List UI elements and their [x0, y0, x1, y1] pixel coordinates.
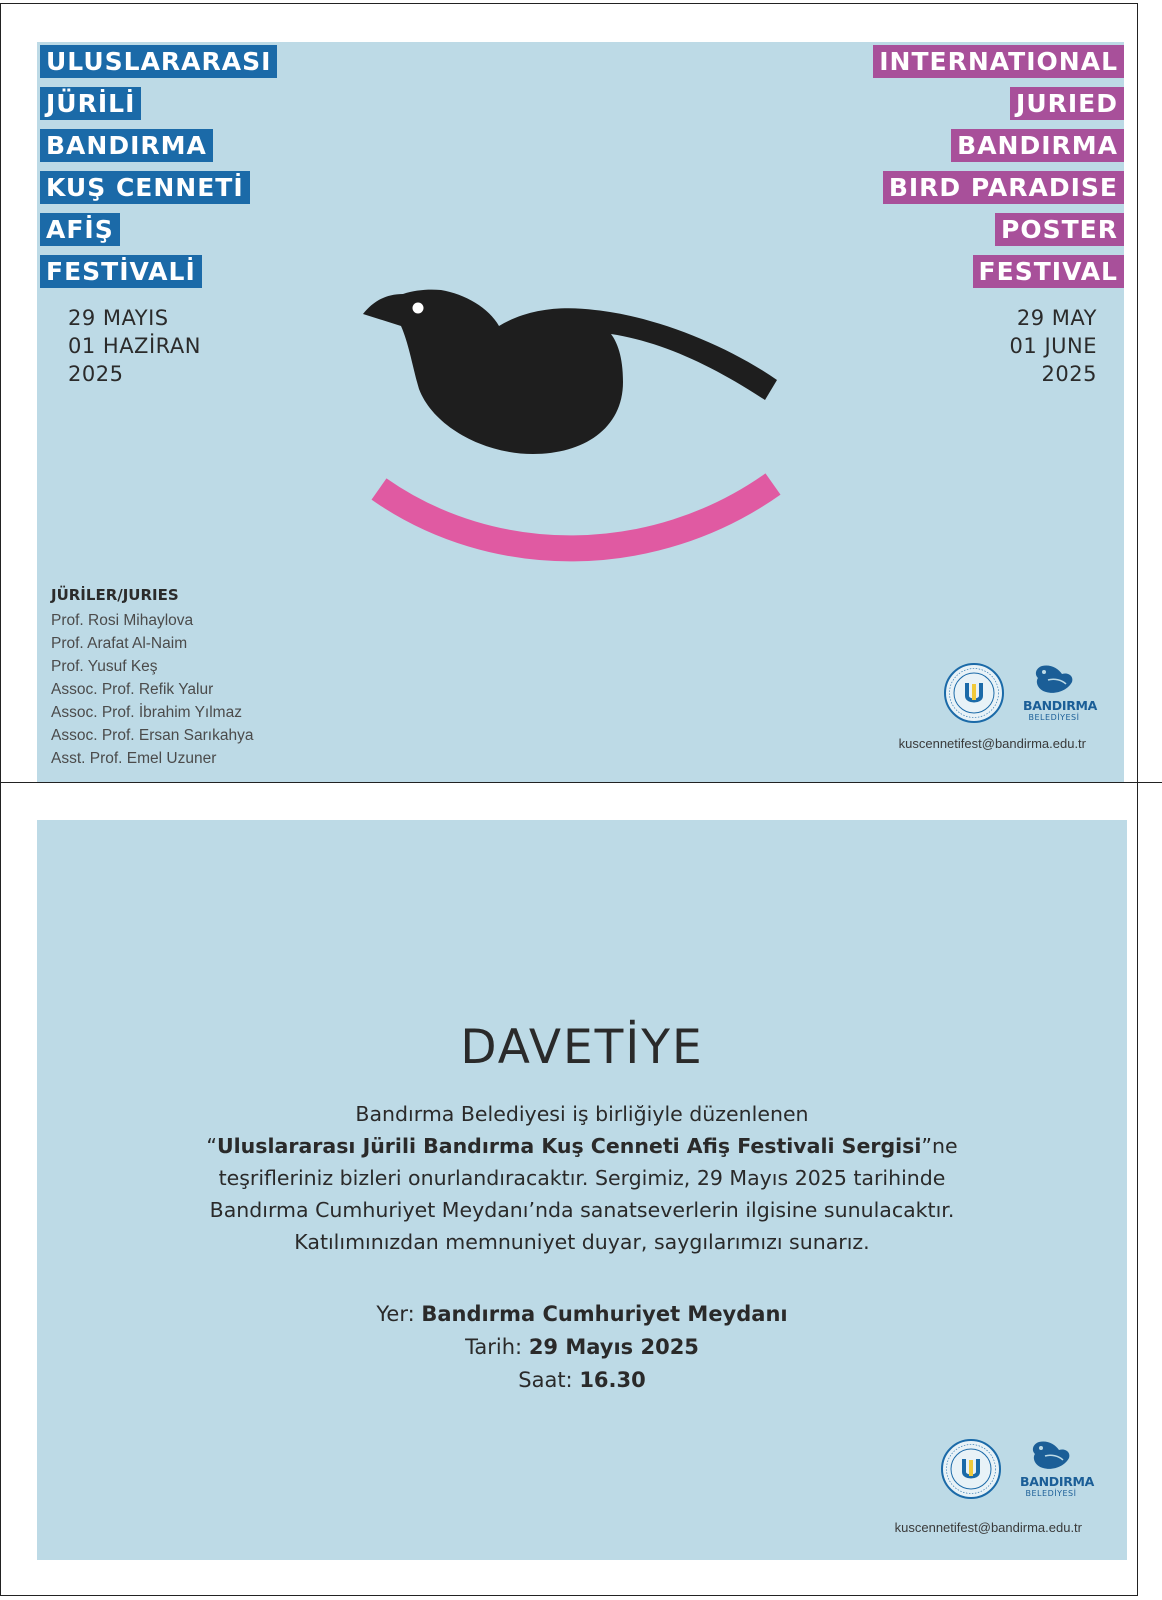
- jury-member: Assoc. Prof. İbrahim Yılmaz: [51, 704, 242, 721]
- tag-en: JURIED: [1010, 87, 1124, 120]
- festival-poster: [37, 42, 1124, 782]
- detail-time: [37, 1364, 1127, 1397]
- sponsor-logos: [943, 662, 1098, 724]
- frame-line-left: [0, 3, 1, 1595]
- logo-subtitle: BELEDİYESİ: [1028, 713, 1080, 722]
- logo-subtitle: BELEDİYESİ: [1025, 1489, 1077, 1498]
- event-name: Uluslararası Jürili Bandırma Kuş Cenneti Afiş Festivali Sergisi: [217, 1134, 922, 1158]
- invitation-line: Katılımınızdan memnuniyet duyar, saygılarımızı sunarız.: [294, 1230, 870, 1254]
- time-value: 16.30: [579, 1368, 646, 1392]
- frame-line-right: [1137, 3, 1138, 1595]
- invitation-line: teşrifleriniz bizleri onurlandıracaktır. Sergimiz, 29 Mayıs 2025 tarihinde: [218, 1166, 946, 1190]
- quote-open: “: [206, 1134, 217, 1158]
- date-line: 01 JUNE: [1009, 334, 1097, 358]
- date-line: 2025: [1041, 362, 1097, 386]
- logo-name: BANDIRMA: [1023, 698, 1098, 713]
- tag-en: BANDIRMA: [951, 129, 1124, 162]
- festival-dates-turkish: [68, 304, 201, 388]
- frame-line-middle: [0, 782, 1162, 783]
- bird-eye-illustration: [333, 264, 813, 564]
- date-line: 29 MAYIS: [68, 306, 169, 330]
- frame-line-bottom: [0, 1595, 1138, 1596]
- tag-en: INTERNATIONAL: [873, 45, 1124, 78]
- jury-title: JÜRİLER/JURIES: [51, 586, 179, 604]
- logo-name: BANDIRMA: [1020, 1474, 1095, 1489]
- tag-tr: JÜRİLİ: [40, 87, 141, 120]
- tag-en: BIRD PARADISE: [883, 171, 1124, 204]
- title-tags-turkish: [40, 45, 277, 297]
- jury-member: Asst. Prof. Emel Uzuner: [51, 750, 217, 767]
- festival-dates-english: [1010, 304, 1097, 388]
- place-label: Yer:: [376, 1302, 422, 1326]
- invitation-title: DAVETİYE: [460, 1020, 704, 1075]
- tag-en: POSTER: [995, 213, 1124, 246]
- quote-close-suffix: ”ne: [921, 1134, 958, 1158]
- bird-shape: [363, 290, 777, 454]
- date-line: 01 HAZİRAN: [68, 334, 201, 358]
- tag-tr: ULUSLARARASI: [40, 45, 277, 78]
- university-seal-logo: [943, 662, 1005, 724]
- jury-member: Prof. Yusuf Keş: [51, 658, 158, 675]
- jury-member: Prof. Arafat Al-Naim: [51, 635, 188, 652]
- smile-arc: [379, 484, 773, 548]
- frame-line-top: [0, 3, 1138, 4]
- bird-eye: [413, 303, 424, 314]
- university-seal-logo: [940, 1438, 1002, 1500]
- jury-list: [51, 586, 253, 770]
- bird-emblem-icon: [1032, 662, 1076, 696]
- invitation-line: Bandırma Belediyesi iş birliğiyle düzenlenen: [355, 1102, 809, 1126]
- date-label: Tarih:: [465, 1335, 529, 1359]
- place-value: Bandırma Cumhuriyet Meydanı: [421, 1302, 788, 1326]
- date-line: 2025: [68, 362, 124, 386]
- tag-en: FESTIVAL: [973, 255, 1124, 288]
- date-line: 29 MAY: [1016, 306, 1097, 330]
- contact-email[interactable]: kuscennetifest@bandirma.edu.tr: [894, 1520, 1082, 1535]
- invitation-line: Bandırma Cumhuriyet Meydanı’nda sanatseverlerin ilgisine sunulacaktır.: [209, 1198, 955, 1222]
- tag-tr: BANDIRMA: [40, 129, 213, 162]
- date-value: 29 Mayıs 2025: [528, 1335, 699, 1359]
- jury-member: Assoc. Prof. Ersan Sarıkahya: [51, 727, 254, 744]
- detail-place: [37, 1298, 1127, 1331]
- tag-tr: FESTİVALİ: [40, 255, 202, 288]
- jury-member: Assoc. Prof. Refik Yalur: [51, 681, 214, 698]
- time-label: Saat:: [518, 1368, 580, 1392]
- event-details: [37, 1298, 1127, 1397]
- contact-email[interactable]: kuscennetifest@bandirma.edu.tr: [898, 736, 1086, 751]
- sponsor-logos: [940, 1438, 1095, 1500]
- tag-tr: KUŞ CENNETİ: [40, 171, 250, 204]
- jury-member: Prof. Rosi Mihaylova: [51, 612, 194, 629]
- title-tags-english: [873, 45, 1124, 297]
- tag-tr: AFİŞ: [40, 213, 120, 246]
- invitation-text: [37, 1098, 1127, 1258]
- invitation-line-event: [37, 1130, 1127, 1162]
- bandirma-municipality-logo: [1023, 662, 1098, 722]
- invitation-card: [37, 820, 1127, 1560]
- bird-emblem-icon: [1029, 1438, 1073, 1472]
- bandirma-municipality-logo: [1020, 1438, 1095, 1498]
- detail-date: [37, 1331, 1127, 1364]
